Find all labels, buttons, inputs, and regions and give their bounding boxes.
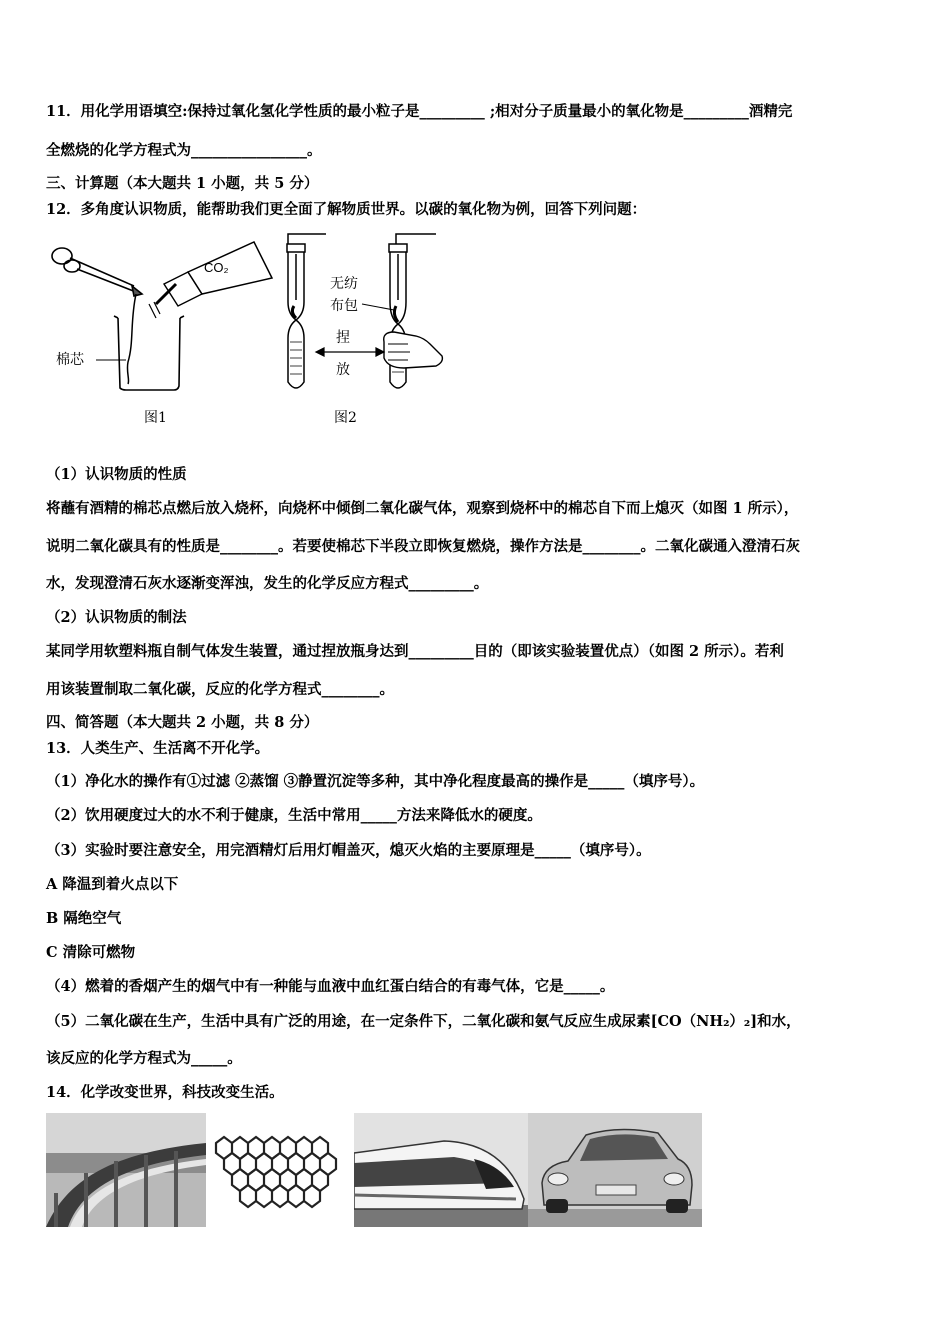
q11-line-1: 11．用化学用语填空:保持过氧化氢化学性质的最小粒子是_________ ;相对分子质量最小的氧化物是_________酒精完 bbox=[46, 103, 793, 120]
q13-part5-line-1: （5）二氧化碳在生产，生活中具有广泛的用途，在一定条件下，二氧化碳和氨气反应生成尿素[CO（NH₂）₂]和水， bbox=[46, 1013, 801, 1030]
bag-label-1: 无纺 bbox=[330, 276, 358, 292]
q13-option-a: A 降温到着火点以下 bbox=[46, 876, 179, 893]
q13-part4: （4）燃着的香烟产生的烟气中有一种能与血液中血红蛋白结合的有毒气体，它是_____。 bbox=[46, 978, 615, 995]
q13-part3: （3）实验时要注意安全，用完酒精灯后用灯帽盖灭，熄灭火焰的主要原理是_____（填序号）。 bbox=[46, 842, 651, 859]
section-4-title: 四、简答题（本大题共 2 小题，共 8 分） bbox=[46, 714, 319, 731]
cotton-wick-icon bbox=[127, 294, 136, 384]
q13-stem: 13．人类生产、生活离不开化学。 bbox=[46, 740, 270, 757]
release-label: 放 bbox=[336, 362, 350, 378]
co2-label: CO₂ bbox=[204, 260, 229, 275]
tongs-icon bbox=[52, 248, 142, 296]
high-speed-train-photo bbox=[354, 1113, 528, 1227]
hand-icon bbox=[384, 332, 443, 368]
q12-part1-line-1: 将蘸有酒精的棉芯点燃后放入烧杯，向烧杯中倾倒二氧化碳气体，观察到烧杯中的棉芯自下而上熄灭（如图 1 所示）， bbox=[46, 500, 799, 517]
q13-option-b: B 隔绝空气 bbox=[46, 910, 122, 927]
graphene-photo bbox=[206, 1113, 354, 1227]
q12-part2-line-1: 某同学用软塑料瓶自制气体发生装置，通过捏放瓶身达到_________目的（即该实验装置优点）（如图 2 所示）。若利 bbox=[46, 643, 784, 660]
squeeze-label: 捏 bbox=[336, 330, 350, 346]
section-3-title: 三、计算题（本大题共 1 小题，共 5 分） bbox=[46, 175, 319, 192]
q12-part1-line-2: 说明二氧化碳具有的性质是________。若要使棉芯下半段立即恢复燃烧，操作方法是________。二氧化碳通入澄清石灰 bbox=[46, 538, 800, 555]
q13-part2: （2）饮用硬度过大的水不利于健康，生活中常用_____方法来降低水的硬度。 bbox=[46, 807, 542, 824]
q13-part1: （1）净化水的操作有①过滤 ②蒸馏 ③静置沉淀等多种，其中净化程度最高的操作是_____（填序号）。 bbox=[46, 773, 705, 790]
q12-part2-line-2: 用该装置制取二氧化碳，反应的化学方程式________。 bbox=[46, 681, 394, 698]
figure-2-caption: 图2 bbox=[334, 410, 357, 426]
q13-part5-line-2: 该反应的化学方程式为_____。 bbox=[46, 1050, 242, 1067]
q11-line-2: 全燃烧的化学方程式为________________。 bbox=[46, 142, 322, 159]
cotton-label: 棉芯 bbox=[56, 352, 84, 368]
q12-stem: 12．多角度认识物质，能帮助我们更全面了解物质世界。以碳的氧化物为例，回答下列问题： bbox=[46, 201, 647, 218]
experiment-figures bbox=[44, 232, 464, 432]
beaker-icon bbox=[118, 318, 180, 390]
q13-option-c: C 清除可燃物 bbox=[46, 944, 136, 961]
q14-stem: 14．化学改变世界，科技改变生活。 bbox=[46, 1084, 284, 1101]
test-tube-released-icon bbox=[287, 234, 326, 388]
bag-label-2: 布包 bbox=[330, 298, 358, 314]
q12-part2-title: （2）认识物质的制法 bbox=[46, 609, 187, 626]
double-arrow-icon bbox=[316, 348, 384, 356]
figure-1-caption: 图1 bbox=[144, 410, 167, 426]
q12-part1-title: （1）认识物质的性质 bbox=[46, 466, 187, 483]
car-photo bbox=[528, 1113, 702, 1227]
bridge-photo bbox=[46, 1113, 206, 1227]
q12-part1-line-3: 水，发现澄清石灰水逐渐变浑浊，发生的化学反应方程式_________。 bbox=[46, 575, 489, 592]
